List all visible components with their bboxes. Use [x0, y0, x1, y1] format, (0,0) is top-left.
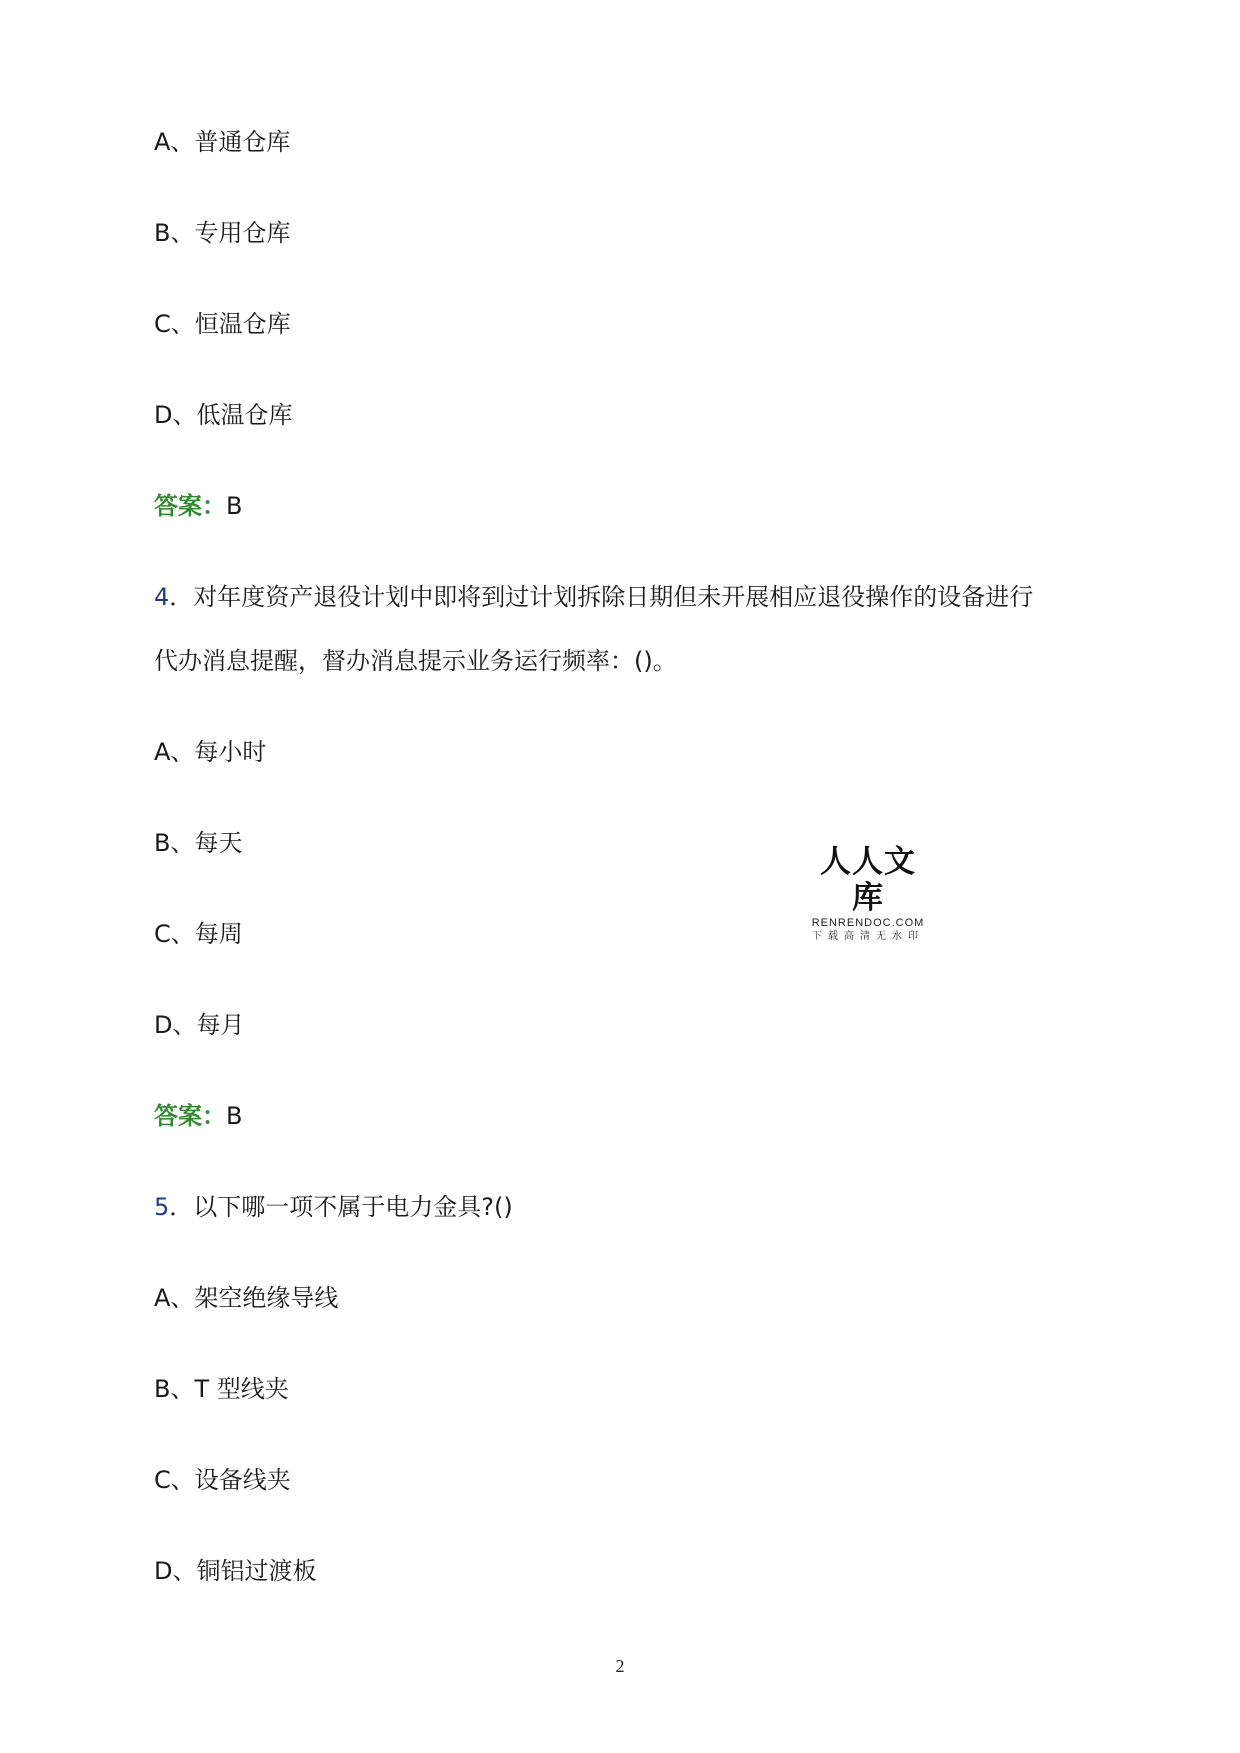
question-text: 以下哪一项不属于电力金具?()	[193, 1193, 513, 1221]
question-number: 4	[154, 583, 170, 611]
question-text: 对年度资产退役计划中即将到过计划拆除日期但未开展相应退役操作的设备进行	[193, 583, 1034, 611]
q4-option-d: D、每月	[154, 1011, 245, 1039]
q5-option-b: B、T 型线夹	[154, 1375, 289, 1403]
q3-option-d: D、低温仓库	[154, 401, 293, 429]
q4-option-a: A、每小时	[154, 738, 267, 766]
q3-option-c: C、恒温仓库	[154, 310, 291, 338]
watermark-slogan: 下载高清无水印	[812, 931, 924, 942]
q5-option-d: D、铜铝过渡板	[154, 1557, 317, 1585]
question-separator: ．	[169, 583, 194, 611]
q4-option-c: C、每周	[154, 920, 243, 948]
answer-label: 答案：	[154, 1102, 226, 1130]
q5-question	[154, 1191, 513, 1223]
q4-option-b: B、每天	[154, 829, 243, 857]
q5-option-c: C、设备线夹	[154, 1466, 291, 1494]
q4-answer	[154, 1100, 242, 1132]
q3-option-a: A、普通仓库	[154, 128, 291, 156]
q3-answer	[154, 490, 242, 522]
q4-question-line2: 代办消息提醒，督办消息提示业务运行频率：()。	[154, 647, 677, 675]
q4-question-line1	[154, 581, 1033, 613]
answer-value: B	[226, 1102, 243, 1130]
watermark-domain: RENRENDOC.COM	[811, 917, 925, 929]
page-number: 2	[615, 1656, 625, 1676]
q3-option-b: B、专用仓库	[154, 219, 291, 247]
q5-option-a: A、架空绝缘导线	[154, 1284, 339, 1312]
watermark-logo	[806, 844, 930, 944]
answer-value: B	[226, 492, 243, 520]
answer-label: 答案：	[154, 492, 226, 520]
watermark-title: 人人文库	[820, 844, 916, 916]
question-separator: ．	[169, 1193, 194, 1221]
question-number: 5	[154, 1193, 170, 1221]
